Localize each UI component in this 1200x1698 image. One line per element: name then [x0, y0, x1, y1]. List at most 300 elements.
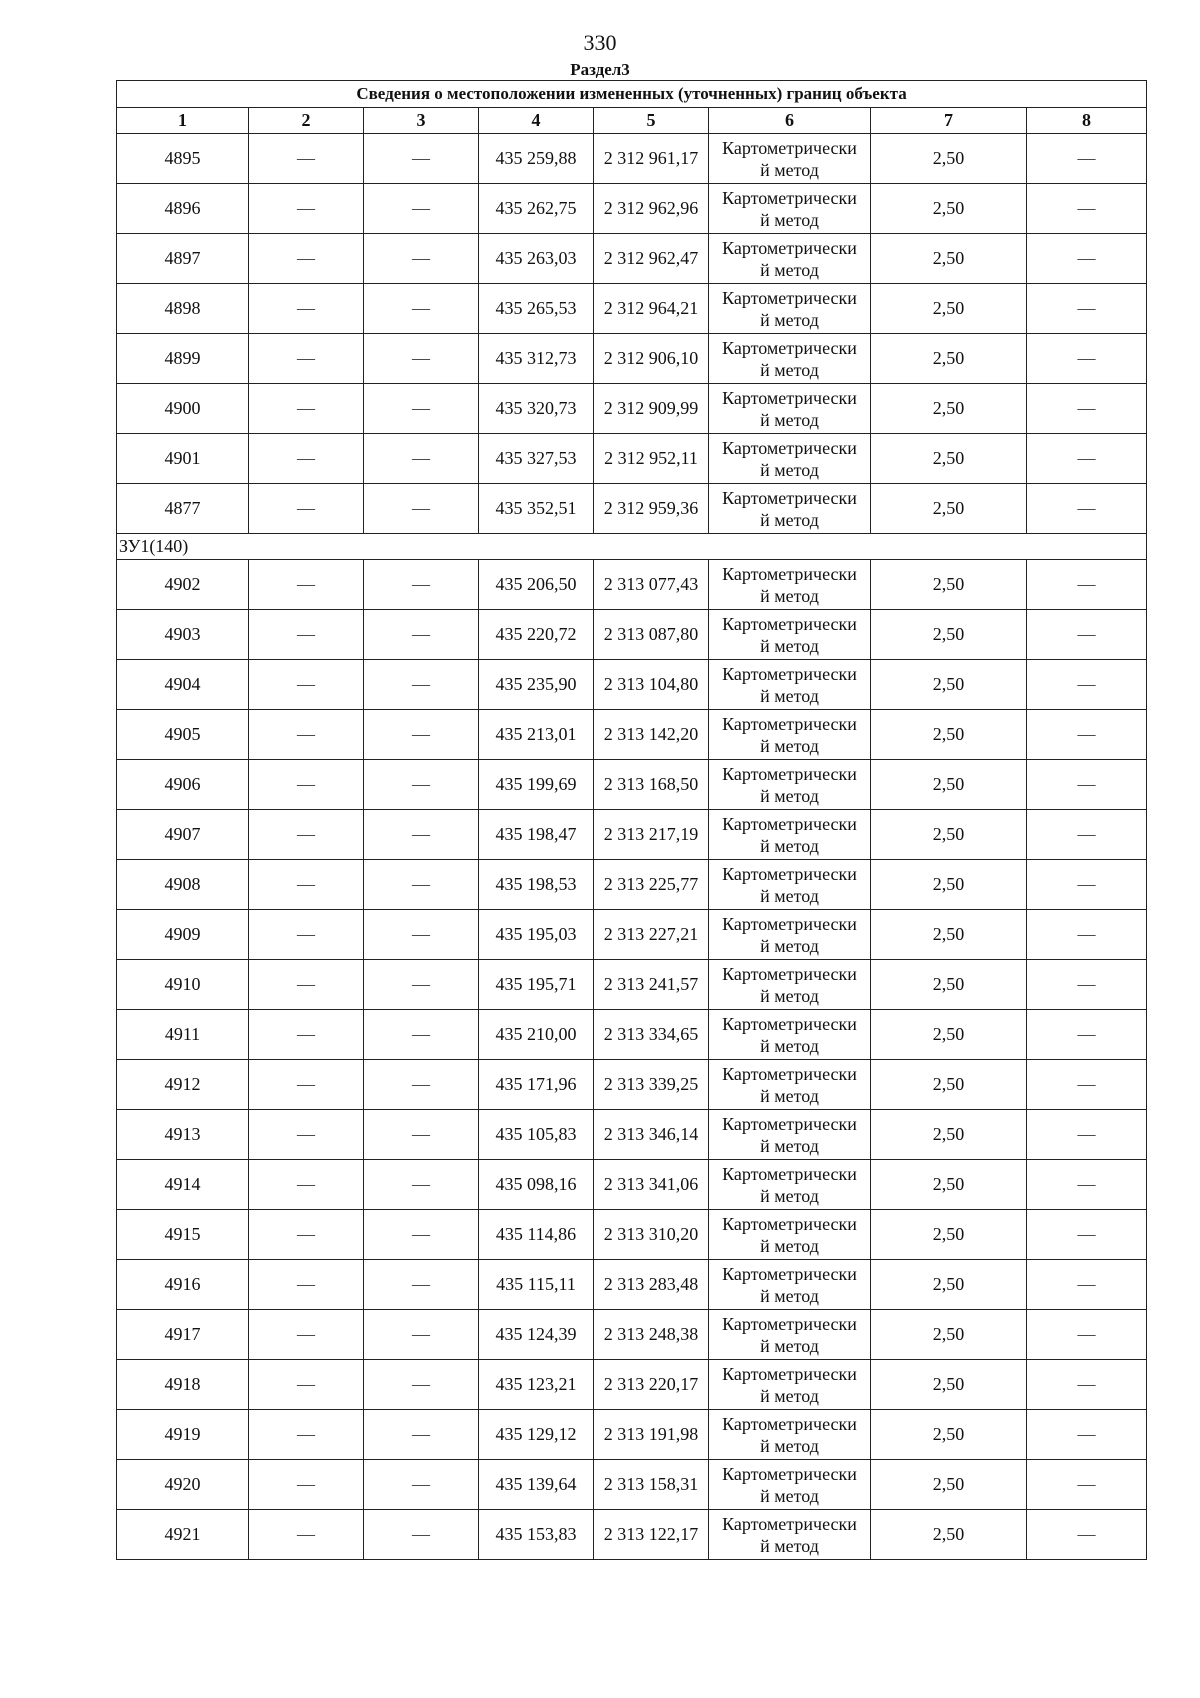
accuracy-cell: 2,50: [871, 334, 1027, 384]
table-row: [117, 710, 1147, 760]
col3-dash-cell: —: [364, 860, 479, 910]
point-id-cell: 4919: [117, 1410, 249, 1460]
col8-dash-cell: —: [1027, 1060, 1147, 1110]
col8-dash-cell: —: [1027, 660, 1147, 710]
col2-dash-cell: —: [249, 1260, 364, 1310]
col8-dash-cell: —: [1027, 1310, 1147, 1360]
y-coordinate-cell: 2 313 158,31: [594, 1460, 709, 1510]
x-coordinate-cell: 435 320,73: [479, 384, 594, 434]
col3-dash-cell: —: [364, 1510, 479, 1560]
col8-dash-cell: —: [1027, 234, 1147, 284]
y-coordinate-cell: 2 313 310,20: [594, 1210, 709, 1260]
group-label: ЗУ1(140): [117, 534, 1147, 560]
method-line2: й метод: [760, 1285, 819, 1306]
col8-dash-cell: —: [1027, 434, 1147, 484]
table-row: [117, 484, 1147, 534]
col2-dash-cell: —: [249, 1460, 364, 1510]
column-number: 4: [479, 108, 594, 134]
method-cell: [709, 1160, 871, 1210]
col2-dash-cell: —: [249, 660, 364, 710]
x-coordinate-cell: 435 352,51: [479, 484, 594, 534]
table-row: [117, 1510, 1147, 1560]
column-number: 1: [117, 108, 249, 134]
method-line1: Картометрически: [722, 813, 857, 834]
col2-dash-cell: —: [249, 484, 364, 534]
col3-dash-cell: —: [364, 1260, 479, 1310]
x-coordinate-cell: 435 198,47: [479, 810, 594, 860]
col2-dash-cell: —: [249, 334, 364, 384]
method-line1: Картометрически: [722, 237, 857, 258]
table-row: [117, 560, 1147, 610]
x-coordinate-cell: 435 123,21: [479, 1360, 594, 1410]
x-coordinate-cell: 435 171,96: [479, 1060, 594, 1110]
method-line1: Картометрически: [722, 1313, 857, 1334]
column-number: 5: [594, 108, 709, 134]
point-id-cell: 4905: [117, 710, 249, 760]
point-id-cell: 4877: [117, 484, 249, 534]
point-id-cell: 4897: [117, 234, 249, 284]
col2-dash-cell: —: [249, 384, 364, 434]
point-id-cell: 4900: [117, 384, 249, 434]
accuracy-cell: 2,50: [871, 1410, 1027, 1460]
point-id-cell: 4917: [117, 1310, 249, 1360]
x-coordinate-cell: 435 105,83: [479, 1110, 594, 1160]
col8-dash-cell: —: [1027, 1260, 1147, 1310]
col8-dash-cell: —: [1027, 1360, 1147, 1410]
y-coordinate-cell: 2 313 087,80: [594, 610, 709, 660]
method-line1: Картометрически: [722, 387, 857, 408]
table-row: [117, 1410, 1147, 1460]
y-coordinate-cell: 2 312 962,96: [594, 184, 709, 234]
method-line2: й метод: [760, 1335, 819, 1356]
col2-dash-cell: —: [249, 860, 364, 910]
col3-dash-cell: —: [364, 1110, 479, 1160]
col2-dash-cell: —: [249, 434, 364, 484]
accuracy-cell: 2,50: [871, 1160, 1027, 1210]
col8-dash-cell: —: [1027, 134, 1147, 184]
accuracy-cell: 2,50: [871, 484, 1027, 534]
x-coordinate-cell: 435 327,53: [479, 434, 594, 484]
y-coordinate-cell: 2 313 077,43: [594, 560, 709, 610]
col3-dash-cell: —: [364, 1310, 479, 1360]
col2-dash-cell: —: [249, 810, 364, 860]
col2-dash-cell: —: [249, 1160, 364, 1210]
col8-dash-cell: —: [1027, 810, 1147, 860]
method-line2: й метод: [760, 359, 819, 380]
page-number: 330: [583, 30, 617, 55]
method-line1: Картометрически: [722, 437, 857, 458]
col3-dash-cell: —: [364, 334, 479, 384]
table-caption: Сведения о местоположении измененных (уточненных) границ объекта: [117, 81, 1147, 108]
table-row: [117, 1110, 1147, 1160]
point-id-cell: 4895: [117, 134, 249, 184]
method-cell: [709, 1110, 871, 1160]
method-line2: й метод: [760, 685, 819, 706]
col8-dash-cell: —: [1027, 334, 1147, 384]
accuracy-cell: 2,50: [871, 184, 1027, 234]
table-row: [117, 1460, 1147, 1510]
col2-dash-cell: —: [249, 1060, 364, 1110]
point-id-cell: 4898: [117, 284, 249, 334]
accuracy-cell: 2,50: [871, 560, 1027, 610]
col2-dash-cell: —: [249, 760, 364, 810]
column-number-row: [117, 108, 1147, 134]
col2-dash-cell: —: [249, 134, 364, 184]
method-line1: Картометрически: [722, 287, 857, 308]
method-line1: Картометрически: [722, 763, 857, 784]
method-cell: [709, 334, 871, 384]
accuracy-cell: 2,50: [871, 234, 1027, 284]
col8-dash-cell: —: [1027, 1160, 1147, 1210]
table-row: [117, 960, 1147, 1010]
method-line2: й метод: [760, 509, 819, 530]
method-cell: [709, 284, 871, 334]
point-id-cell: 4920: [117, 1460, 249, 1510]
column-number: 2: [249, 108, 364, 134]
point-id-cell: 4906: [117, 760, 249, 810]
method-line2: й метод: [760, 459, 819, 480]
table-row: [117, 660, 1147, 710]
x-coordinate-cell: 435 312,73: [479, 334, 594, 384]
table-row: [117, 184, 1147, 234]
col3-dash-cell: —: [364, 960, 479, 1010]
col8-dash-cell: —: [1027, 860, 1147, 910]
col3-dash-cell: —: [364, 560, 479, 610]
col3-dash-cell: —: [364, 1060, 479, 1110]
method-cell: [709, 1260, 871, 1310]
method-line1: Картометрически: [722, 713, 857, 734]
table-row: [117, 910, 1147, 960]
col3-dash-cell: —: [364, 484, 479, 534]
col8-dash-cell: —: [1027, 384, 1147, 434]
x-coordinate-cell: 435 262,75: [479, 184, 594, 234]
point-id-cell: 4896: [117, 184, 249, 234]
point-id-cell: 4909: [117, 910, 249, 960]
x-coordinate-cell: 435 235,90: [479, 660, 594, 710]
accuracy-cell: 2,50: [871, 1260, 1027, 1310]
col3-dash-cell: —: [364, 1210, 479, 1260]
point-id-cell: 4910: [117, 960, 249, 1010]
col8-dash-cell: —: [1027, 484, 1147, 534]
y-coordinate-cell: 2 313 339,25: [594, 1060, 709, 1110]
col2-dash-cell: —: [249, 1410, 364, 1460]
method-cell: [709, 1060, 871, 1110]
method-cell: [709, 660, 871, 710]
col2-dash-cell: —: [249, 1010, 364, 1060]
accuracy-cell: 2,50: [871, 610, 1027, 660]
method-cell: [709, 1460, 871, 1510]
y-coordinate-cell: 2 313 191,98: [594, 1410, 709, 1460]
col8-dash-cell: —: [1027, 1110, 1147, 1160]
col2-dash-cell: —: [249, 1210, 364, 1260]
col2-dash-cell: —: [249, 1510, 364, 1560]
table-body-part1: [117, 134, 1147, 534]
method-line2: й метод: [760, 1485, 819, 1506]
method-line1: Картометрически: [722, 963, 857, 984]
y-coordinate-cell: 2 313 283,48: [594, 1260, 709, 1310]
accuracy-cell: 2,50: [871, 1360, 1027, 1410]
col8-dash-cell: —: [1027, 184, 1147, 234]
col3-dash-cell: —: [364, 1460, 479, 1510]
col8-dash-cell: —: [1027, 710, 1147, 760]
col2-dash-cell: —: [249, 234, 364, 284]
method-line2: й метод: [760, 409, 819, 430]
point-id-cell: 4918: [117, 1360, 249, 1410]
table-row: [117, 134, 1147, 184]
point-id-cell: 4916: [117, 1260, 249, 1310]
accuracy-cell: 2,50: [871, 1210, 1027, 1260]
method-cell: [709, 810, 871, 860]
y-coordinate-cell: 2 313 217,19: [594, 810, 709, 860]
accuracy-cell: 2,50: [871, 710, 1027, 760]
method-cell: [709, 610, 871, 660]
x-coordinate-cell: 435 195,71: [479, 960, 594, 1010]
method-line2: й метод: [760, 635, 819, 656]
method-line1: Картометрически: [722, 663, 857, 684]
method-cell: [709, 910, 871, 960]
col8-dash-cell: —: [1027, 910, 1147, 960]
x-coordinate-cell: 435 124,39: [479, 1310, 594, 1360]
table-body-part2: [117, 560, 1147, 1560]
col3-dash-cell: —: [364, 234, 479, 284]
method-line2: й метод: [760, 209, 819, 230]
col2-dash-cell: —: [249, 284, 364, 334]
group-row: [117, 534, 1147, 560]
method-line1: Картометрически: [722, 1263, 857, 1284]
col8-dash-cell: —: [1027, 1510, 1147, 1560]
method-line2: й метод: [760, 935, 819, 956]
method-line2: й метод: [760, 309, 819, 330]
method-line2: й метод: [760, 585, 819, 606]
coordinates-table: [116, 80, 1147, 1560]
col2-dash-cell: —: [249, 1110, 364, 1160]
method-line2: й метод: [760, 785, 819, 806]
accuracy-cell: 2,50: [871, 284, 1027, 334]
y-coordinate-cell: 2 312 961,17: [594, 134, 709, 184]
col3-dash-cell: —: [364, 434, 479, 484]
method-line1: Картометрически: [722, 1163, 857, 1184]
method-line2: й метод: [760, 1385, 819, 1406]
col3-dash-cell: —: [364, 910, 479, 960]
col3-dash-cell: —: [364, 134, 479, 184]
method-cell: [709, 134, 871, 184]
accuracy-cell: 2,50: [871, 1460, 1027, 1510]
method-cell: [709, 434, 871, 484]
col3-dash-cell: —: [364, 1410, 479, 1460]
x-coordinate-cell: 435 198,53: [479, 860, 594, 910]
method-cell: [709, 234, 871, 284]
x-coordinate-cell: 435 265,53: [479, 284, 594, 334]
y-coordinate-cell: 2 313 341,06: [594, 1160, 709, 1210]
point-id-cell: 4903: [117, 610, 249, 660]
point-id-cell: 4901: [117, 434, 249, 484]
point-id-cell: 4908: [117, 860, 249, 910]
col3-dash-cell: —: [364, 284, 479, 334]
method-line1: Картометрически: [722, 1513, 857, 1534]
y-coordinate-cell: 2 313 168,50: [594, 760, 709, 810]
method-line1: Картометрически: [722, 137, 857, 158]
col3-dash-cell: —: [364, 1010, 479, 1060]
column-number: 7: [871, 108, 1027, 134]
method-line2: й метод: [760, 885, 819, 906]
y-coordinate-cell: 2 313 104,80: [594, 660, 709, 710]
method-cell: [709, 1510, 871, 1560]
col2-dash-cell: —: [249, 560, 364, 610]
point-id-cell: 4904: [117, 660, 249, 710]
method-line2: й метод: [760, 1535, 819, 1556]
col8-dash-cell: —: [1027, 560, 1147, 610]
table-row: [117, 284, 1147, 334]
method-cell: [709, 1410, 871, 1460]
col2-dash-cell: —: [249, 710, 364, 760]
accuracy-cell: 2,50: [871, 1060, 1027, 1110]
table-row: [117, 334, 1147, 384]
table-row: [117, 1210, 1147, 1260]
point-id-cell: 4915: [117, 1210, 249, 1260]
y-coordinate-cell: 2 312 952,11: [594, 434, 709, 484]
method-cell: [709, 860, 871, 910]
point-id-cell: 4902: [117, 560, 249, 610]
accuracy-cell: 2,50: [871, 384, 1027, 434]
method-cell: [709, 184, 871, 234]
col3-dash-cell: —: [364, 1360, 479, 1410]
method-line1: Картометрически: [722, 337, 857, 358]
accuracy-cell: 2,50: [871, 960, 1027, 1010]
col8-dash-cell: —: [1027, 1010, 1147, 1060]
y-coordinate-cell: 2 313 220,17: [594, 1360, 709, 1410]
method-cell: [709, 960, 871, 1010]
y-coordinate-cell: 2 313 346,14: [594, 1110, 709, 1160]
x-coordinate-cell: 435 199,69: [479, 760, 594, 810]
x-coordinate-cell: 435 263,03: [479, 234, 594, 284]
col8-dash-cell: —: [1027, 760, 1147, 810]
method-cell: [709, 1010, 871, 1060]
accuracy-cell: 2,50: [871, 810, 1027, 860]
col2-dash-cell: —: [249, 910, 364, 960]
x-coordinate-cell: 435 139,64: [479, 1460, 594, 1510]
col3-dash-cell: —: [364, 384, 479, 434]
method-line2: й метод: [760, 1435, 819, 1456]
accuracy-cell: 2,50: [871, 1310, 1027, 1360]
method-line2: й метод: [760, 1135, 819, 1156]
method-line2: й метод: [760, 735, 819, 756]
col8-dash-cell: —: [1027, 1410, 1147, 1460]
method-line2: й метод: [760, 985, 819, 1006]
point-id-cell: 4913: [117, 1110, 249, 1160]
y-coordinate-cell: 2 313 142,20: [594, 710, 709, 760]
point-id-cell: 4912: [117, 1060, 249, 1110]
method-line2: й метод: [760, 1085, 819, 1106]
table-row: [117, 1310, 1147, 1360]
x-coordinate-cell: 435 129,12: [479, 1410, 594, 1460]
accuracy-cell: 2,50: [871, 910, 1027, 960]
col2-dash-cell: —: [249, 960, 364, 1010]
x-coordinate-cell: 435 259,88: [479, 134, 594, 184]
col8-dash-cell: —: [1027, 960, 1147, 1010]
method-cell: [709, 760, 871, 810]
col2-dash-cell: —: [249, 1360, 364, 1410]
x-coordinate-cell: 435 153,83: [479, 1510, 594, 1560]
method-cell: [709, 1310, 871, 1360]
method-cell: [709, 710, 871, 760]
table-row: [117, 434, 1147, 484]
method-cell: [709, 384, 871, 434]
accuracy-cell: 2,50: [871, 434, 1027, 484]
table-row: [117, 1360, 1147, 1410]
y-coordinate-cell: 2 313 225,77: [594, 860, 709, 910]
y-coordinate-cell: 2 313 248,38: [594, 1310, 709, 1360]
col8-dash-cell: —: [1027, 284, 1147, 334]
col3-dash-cell: —: [364, 1160, 479, 1210]
table-row: [117, 1010, 1147, 1060]
method-line2: й метод: [760, 835, 819, 856]
col8-dash-cell: —: [1027, 610, 1147, 660]
method-line2: й метод: [760, 1185, 819, 1206]
method-line1: Картометрически: [722, 613, 857, 634]
y-coordinate-cell: 2 312 962,47: [594, 234, 709, 284]
accuracy-cell: 2,50: [871, 860, 1027, 910]
col8-dash-cell: —: [1027, 1210, 1147, 1260]
y-coordinate-cell: 2 312 964,21: [594, 284, 709, 334]
y-coordinate-cell: 2 312 959,36: [594, 484, 709, 534]
section-title: Раздел3: [570, 60, 630, 79]
method-line1: Картометрически: [722, 1063, 857, 1084]
table-row: [117, 234, 1147, 284]
method-line1: Картометрически: [722, 563, 857, 584]
table-row: [117, 384, 1147, 434]
method-line1: Картометрически: [722, 487, 857, 508]
x-coordinate-cell: 435 195,03: [479, 910, 594, 960]
method-line2: й метод: [760, 259, 819, 280]
y-coordinate-cell: 2 312 906,10: [594, 334, 709, 384]
method-line1: Картометрически: [722, 1413, 857, 1434]
table-row: [117, 1160, 1147, 1210]
method-cell: [709, 1210, 871, 1260]
table-row: [117, 760, 1147, 810]
point-id-cell: 4914: [117, 1160, 249, 1210]
method-line1: Картометрически: [722, 187, 857, 208]
accuracy-cell: 2,50: [871, 660, 1027, 710]
table-row: [117, 610, 1147, 660]
method-line1: Картометрически: [722, 1013, 857, 1034]
point-id-cell: 4911: [117, 1010, 249, 1060]
x-coordinate-cell: 435 114,86: [479, 1210, 594, 1260]
col3-dash-cell: —: [364, 660, 479, 710]
x-coordinate-cell: 435 210,00: [479, 1010, 594, 1060]
col3-dash-cell: —: [364, 810, 479, 860]
method-line2: й метод: [760, 1235, 819, 1256]
group-section: [117, 534, 1147, 560]
col3-dash-cell: —: [364, 710, 479, 760]
x-coordinate-cell: 435 098,16: [479, 1160, 594, 1210]
col8-dash-cell: —: [1027, 1460, 1147, 1510]
table-row: [117, 860, 1147, 910]
accuracy-cell: 2,50: [871, 134, 1027, 184]
column-number: 8: [1027, 108, 1147, 134]
method-cell: [709, 484, 871, 534]
table-caption-row: [117, 81, 1147, 108]
method-line2: й метод: [760, 1035, 819, 1056]
accuracy-cell: 2,50: [871, 760, 1027, 810]
column-number: 6: [709, 108, 871, 134]
accuracy-cell: 2,50: [871, 1110, 1027, 1160]
method-line2: й метод: [760, 159, 819, 180]
table-row: [117, 1260, 1147, 1310]
method-line1: Картометрически: [722, 913, 857, 934]
method-line1: Картометрически: [722, 1463, 857, 1484]
accuracy-cell: 2,50: [871, 1510, 1027, 1560]
y-coordinate-cell: 2 313 334,65: [594, 1010, 709, 1060]
